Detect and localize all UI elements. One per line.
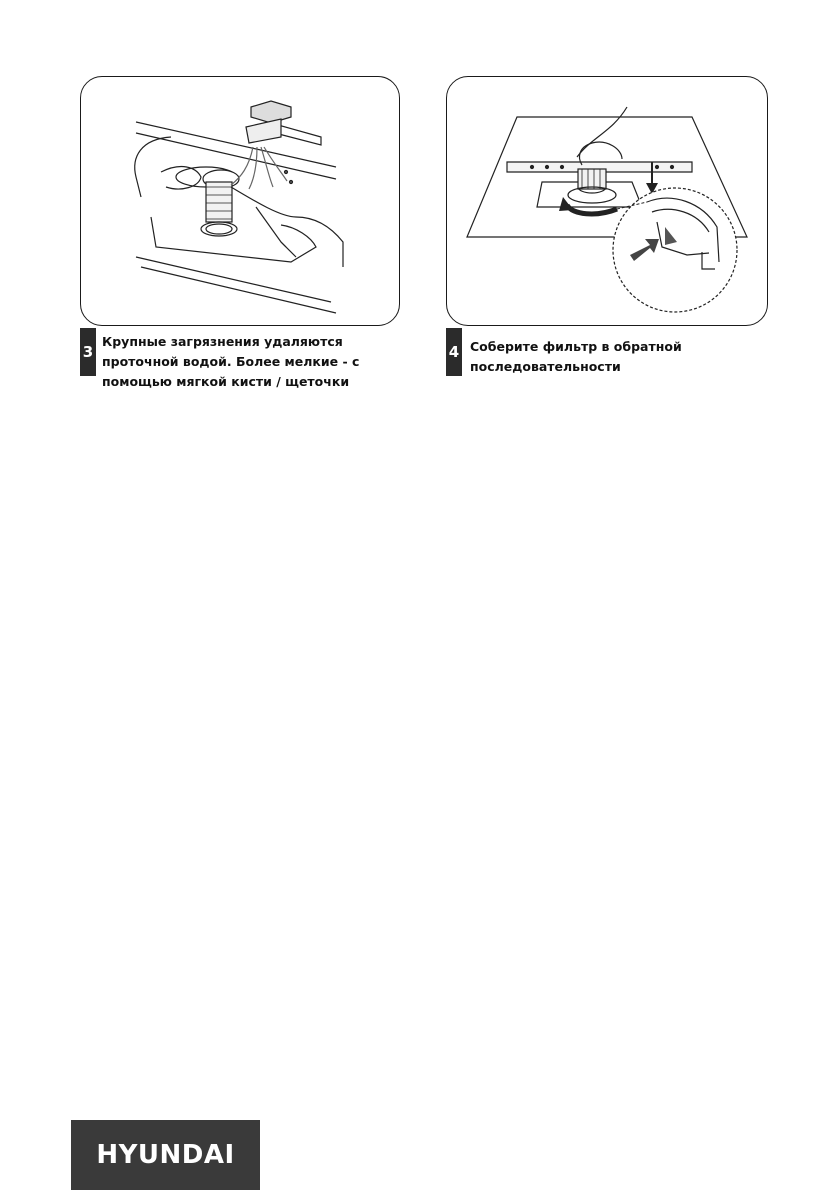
- caption-line: последовательности: [470, 359, 621, 374]
- step-number-badge: 3: [80, 328, 96, 376]
- rinse-filter-illustration: [81, 77, 399, 325]
- caption-line: помощью мягкой кисти / щеточки: [102, 374, 350, 389]
- step-3-illustration-panel: [80, 76, 400, 326]
- step-4-illustration-panel: [446, 76, 768, 326]
- step-4-caption: [470, 337, 682, 377]
- brand-logo-text: HYUNDAI: [96, 1140, 235, 1170]
- reassemble-filter-illustration: [447, 77, 767, 325]
- caption-line: Соберите фильтр в обратной: [470, 339, 682, 354]
- caption-line: проточной водой. Более мелкие - с: [102, 354, 360, 369]
- step-number-badge: 4: [446, 328, 462, 376]
- caption-line: Крупные загрязнения удаляются: [102, 334, 343, 349]
- brand-logo: [71, 1120, 260, 1190]
- step-3-caption: [102, 332, 359, 392]
